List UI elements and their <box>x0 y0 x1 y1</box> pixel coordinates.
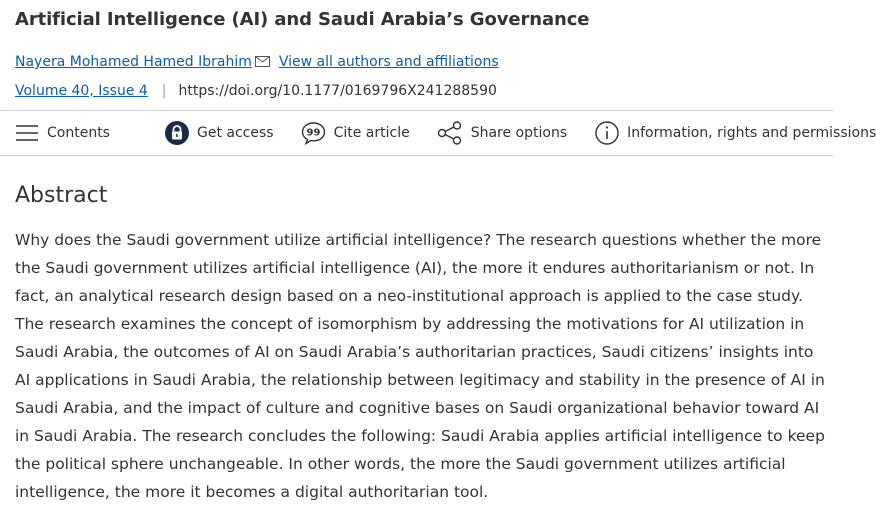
volume-issue-link[interactable]: Volume 40, Issue 4 <box>15 83 148 99</box>
contents-label: Contents <box>47 125 110 141</box>
get-access-button[interactable] <box>165 121 274 145</box>
cite-article-label: Cite article <box>333 125 410 141</box>
authors-row <box>15 54 499 70</box>
information-label: Information, rights and permissions <box>627 125 876 141</box>
meta-separator: | <box>161 83 167 99</box>
get-access-label: Get access <box>196 125 274 141</box>
divider-toolbar <box>0 155 833 156</box>
view-all-authors-link[interactable]: View all authors and affiliations <box>278 54 499 70</box>
svg-text:99: 99 <box>306 127 321 139</box>
contents-button[interactable] <box>15 124 110 142</box>
information-button[interactable] <box>595 121 876 145</box>
lock-icon <box>165 121 189 145</box>
divider-top <box>0 110 833 111</box>
abstract-heading: Abstract <box>15 183 108 208</box>
author-link[interactable]: Nayera Mohamed Hamed Ibrahim <box>15 54 252 70</box>
cite-article-button[interactable] <box>301 121 410 145</box>
share-options-button[interactable] <box>437 121 567 145</box>
quote-icon <box>301 121 326 145</box>
article-toolbar <box>15 118 876 148</box>
article-title: Artificial Intelligence (AI) and Saudi Arabia’s Governance <box>15 9 590 30</box>
doi-text[interactable]: https://doi.org/10.1177/0169796X241288590 <box>178 83 497 99</box>
publication-meta <box>15 83 497 99</box>
info-icon <box>595 121 619 145</box>
abstract-text: Why does the Saudi government utilize artificial intelligence? The research questions whether the more the Saudi government utilizes artificial intelligence (AI), the more it endures authoritarianism or not. In fact, an analytical research design based on a neo-institutional approach is applied to the case study. The research examines the concept of isomorphism by addressing the motivations for AI utilization in Saudi Arabia, the outcomes of AI on Saudi Arabia’s authoritarian practices, Saudi citizens’ insights into AI applications in Saudi Arabia, the relationship between legitimacy and stability in the presence of AI in Saudi Arabia, and the impact of culture and cognitive bases on Saudi organizational behavior toward AI in Saudi Arabia. The research concludes the following: Saudi Arabia applies artificial intelligence to keep the political sphere unchangeable. In other words, the more the Saudi government utilizes artificial intelligence, the more it becomes a digital authoritarian tool. <box>15 231 825 501</box>
share-icon <box>437 121 463 145</box>
mail-icon[interactable] <box>255 56 271 68</box>
hamburger-menu-icon <box>15 124 39 142</box>
share-options-label: Share options <box>470 125 568 141</box>
